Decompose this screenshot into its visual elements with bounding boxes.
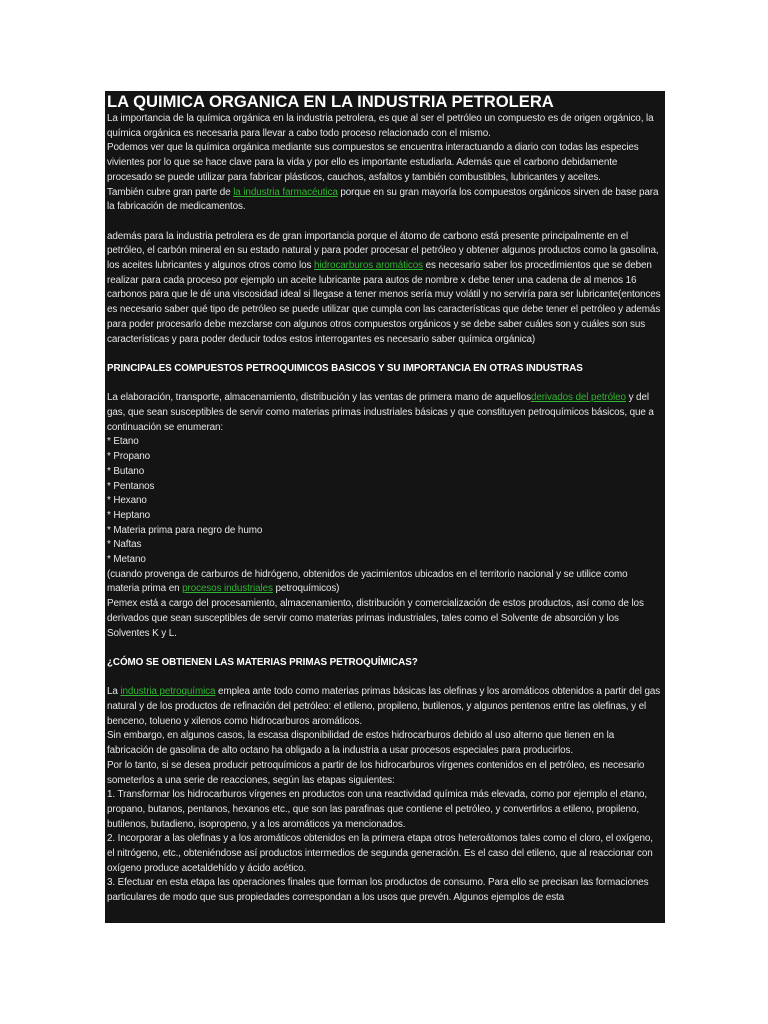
paragraph-importance: Podemos ver que la química orgánica mediante sus compuestos se encuentra interactuando a diario con todas las especies vivientes por lo que se hace clave para la vida y por ello es importante estudiarla. Además que el carbono debidamente procesado se puede utilizar para fabricar plásticos, cauchos, asfaltos y también combustibles, lubricantes y aceites. xyxy=(107,142,639,183)
paragraph-industria xyxy=(107,685,662,729)
list-item: * Propano xyxy=(107,451,151,463)
list-item: * Heptano xyxy=(107,509,151,521)
paragraph-text: porque en su gran mayoría los compuestos orgánicos sirven de base para la fabricación de medicamentos. xyxy=(107,186,659,213)
paragraph-pemex: Pemex está a cargo del procesamiento, almacenamiento, distribución y comercialización de estos productos, así como de los derivados que sean susceptibles de servir como materias primas industriales, tales como el Solvente de absorción y los Solventes K y L. xyxy=(107,598,644,639)
link-procesos-industriales[interactable]: procesos industriales xyxy=(182,583,273,595)
section-heading-compuestos: PRINCIPALES COMPUESTOS PETROQUIMICOS BASICOS Y SU IMPORTANCIA EN OTRAS INDUSTRAS xyxy=(107,362,583,374)
spacer xyxy=(107,215,662,230)
paragraph-intro: La importancia de la química orgánica en la industria petrolera, es que al ser el petróleo un compuesto es de origen orgánico, la química orgánica es necesaria para llevar a cabo todo proceso relacionado con el mismo. xyxy=(107,113,654,139)
document-page xyxy=(105,91,665,923)
list-item: * Etano xyxy=(107,436,139,448)
spacer xyxy=(107,671,662,686)
paragraph-text: (cuando provenga de carburos de hidrógeno, obtenidos de yacimientos ubicados en el territorio nacional y se utilice como materia prima en xyxy=(107,568,628,595)
spacer xyxy=(107,377,662,392)
paragraph-carbon xyxy=(107,230,662,348)
paragraph-sin-embargo: Sin embargo, en algunos casos, la escasa disponibilidad de estos hidrocarburos debido al uso alterno que tienen en la fabricación de gasolina de alto octano ha obligado a la industria a usar procesos especiales para producirlos. xyxy=(107,730,615,757)
list-item: * Materia prima para negro de humo xyxy=(107,524,263,536)
list-item: * Butano xyxy=(107,465,145,477)
paragraph-text: petroquímicos) xyxy=(272,583,340,595)
paragraph-pharma xyxy=(107,186,662,215)
paragraph-text: emplea ante todo como materias primas básicas las olefinas y los aromáticos obtenidos a partir del gas natural y de los productos de refinación del petróleo: el etileno, propileno, butilenos, y algunos pentenos entre las olefinas, y el benceno, tolueno y xilenos como hidrocarburos aromáticos. xyxy=(107,686,661,727)
spacer xyxy=(107,347,662,362)
paragraph-step-3: 3. Efectuar en esta etapa las operaciones finales que forman los productos de consumo. Para ello se precisan las formaciones particulares de modo que sus propiedades correspondan a los usos que prevén. Algunos ejemplos de esta xyxy=(107,877,649,904)
paragraph-step-2: 2. Incorporar a las olefinas y a los aromáticos obtenidos en la primera etapa otros heteroátomos tales como el cloro, el oxígeno, el nitrógeno, etc., obteniéndose así productos intermedios de segunda generación. Es el caso del etileno, que al reaccionar con oxígeno produce acetaldehído y ácido acético. xyxy=(107,833,653,874)
link-industria-petroquimica[interactable]: industria petroquímica xyxy=(120,686,216,698)
paragraph-por-lo-tanto: Por lo tanto, si se desea producir petroquímicos a partir de los hidrocarburos vírgenes contenidos en el petróleo, es necesario someterlos a una serie de reacciones, según las etapas siguientes: xyxy=(107,759,645,786)
paragraph-step-1: 1. Transformar los hidrocarburos vírgenes en productos con una reactividad química más elevada, como por ejemplo el etano, propano, butanos, pentanos, hexanos etc., que son las parafinas que contiene el petróleo, y convertirlos a etileno, propileno, butilenos, butadieno, isopropeno, y a los aromáticos ya mencionados. xyxy=(107,789,647,830)
link-industria-farmaceutica[interactable]: la industria farmacéutica xyxy=(233,186,338,198)
paragraph-text: y del gas, que sean susceptibles de servir como materias primas industriales básicas y que constituyen petroquímicos básicos, que a continuación se enumeran: xyxy=(107,392,654,433)
list-item: * Hexano xyxy=(107,495,147,507)
petrochemicals-list xyxy=(107,435,662,567)
paragraph-text: La xyxy=(107,686,121,698)
document-title: LA QUIMICA ORGANICA EN LA INDUSTRIA PETROLERA xyxy=(107,92,554,111)
list-item: * Naftas xyxy=(107,539,142,551)
paragraph-text: es necesario saber los procedimientos que se deben realizar para cada proceso por ejemplo un aceite lubricante para autos de nombre x debe tener una cadena de al menos 16 carbonos para que le dé una viscosidad ideal si llegase a tener menos sería muy volátil y no serviría para ser lubricante(entonces es necesario saber qué tipo de petróleo se puede utilizar que cumpla con las características que debe tener el petróleo y además para poder procesarlo debe mezclarse con algunos otros compuestos orgánicos y se debe saber cuáles son y cuáles son sus características y para poder deducir todos estos interrogantes es necesario saber química orgánica) xyxy=(107,260,661,345)
paragraph-elaboracion xyxy=(107,391,662,435)
section-heading-materias-primas: ¿CÓMO SE OBTIENEN LAS MATERIAS PRIMAS PETROQUÍMICAS? xyxy=(107,656,418,668)
paragraph-yacimientos xyxy=(107,568,662,597)
list-item: * Metano xyxy=(107,554,146,566)
paragraph-text: También cubre gran parte de xyxy=(107,186,234,198)
spacer xyxy=(107,641,662,656)
paragraph-text: La elaboración, transporte, almacenamiento, distribución y las ventas de primera mano de aquellos xyxy=(107,392,531,404)
link-derivados-del-petroleo[interactable]: derivados del petróleo xyxy=(530,392,626,404)
paragraph-text: además para la industria petrolera es de gran importancia porque el átomo de carbono está presente principalmente en el petróleo, el carbón mineral en su estado natural y para poder procesar el petróleo y obtener algunos productos como la gasolina, los aceites lubricantes y algunos otros como los xyxy=(107,230,659,272)
list-item: * Pentanos xyxy=(107,480,155,492)
link-hidrocarburos-aromaticos[interactable]: hidrocarburos aromáticos xyxy=(313,260,424,272)
